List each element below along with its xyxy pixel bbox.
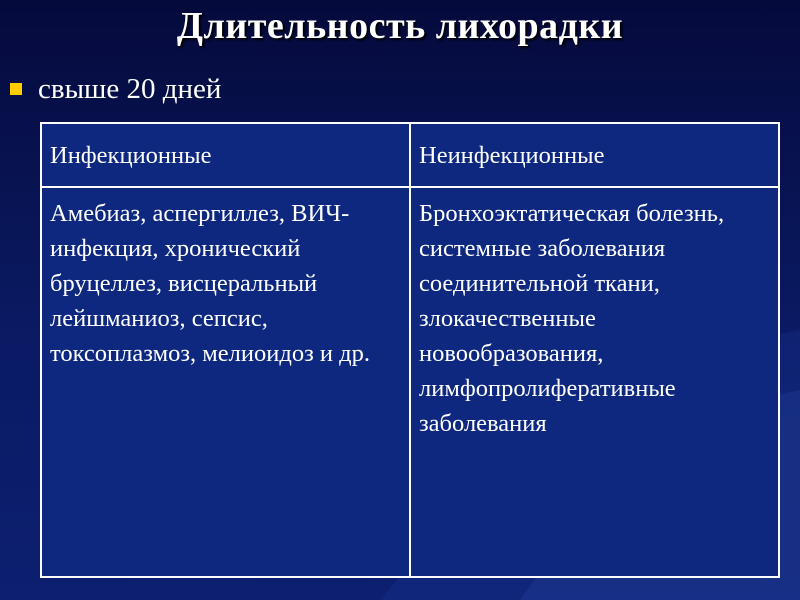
cell-infectious-list: Амебиаз, аспергиллез, ВИЧ-инфекция, хронический бруцеллез, висцеральный лейшманиоз, сепсис, токсоплазмоз, мелиоидоз и др. (41, 187, 410, 577)
cell-noninfectious-list: Бронхоэктатическая болезнь, системные заболевания соединительной ткани, злокачественные новообразования, лимфопролиферативные заболевания (410, 187, 779, 577)
table-row (41, 187, 779, 577)
header-noninfectious: Неинфекционные (410, 123, 779, 187)
bullet-item (10, 70, 221, 108)
fever-causes-table (40, 122, 780, 578)
slide-title: Длительность лихорадки (176, 5, 624, 47)
header-infectious: Инфекционные (41, 123, 410, 187)
square-bullet-icon (10, 83, 22, 95)
table-header-row (41, 123, 779, 187)
bullet-text: свыше 20 дней (38, 72, 222, 105)
